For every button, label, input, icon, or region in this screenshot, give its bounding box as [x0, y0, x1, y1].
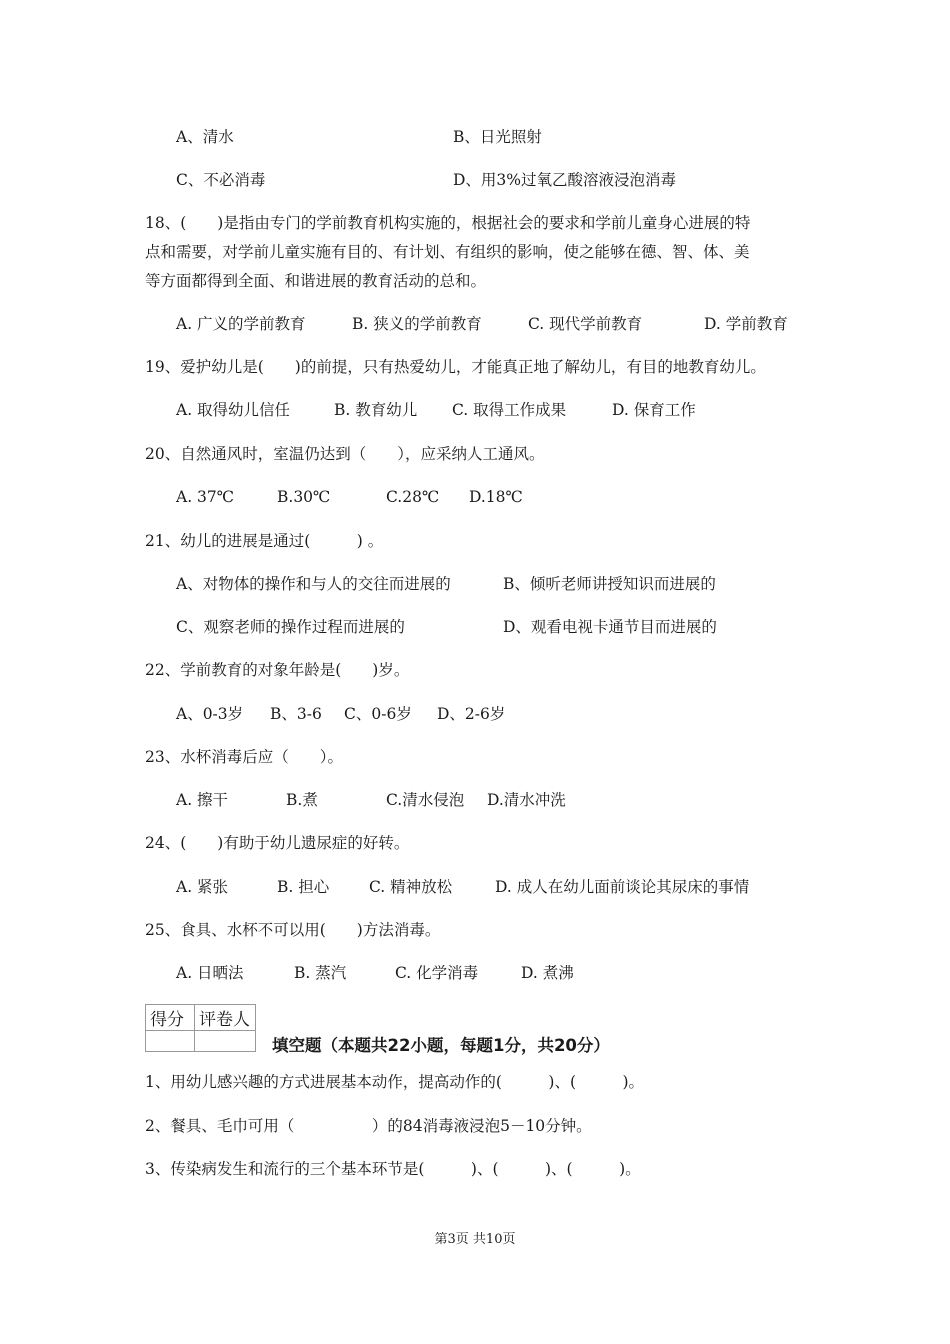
q21-option-d: D、观看电视卡通节目而进展的	[503, 618, 717, 636]
q18-option-d: D. 学前教育	[704, 315, 788, 333]
q25-option-d: D. 煮沸	[521, 964, 574, 982]
q19-option-a: A. 取得幼儿信任	[176, 401, 291, 419]
q22-option-d: D、2-6岁	[437, 705, 506, 723]
q24-option-d: D. 成人在幼儿面前谈论其尿床的事情	[495, 878, 750, 896]
q24-option-b: B. 担心	[277, 878, 330, 896]
q22-option-a: A、0-3岁	[176, 705, 244, 723]
q21-option-a: A、对物体的操作和与人的交往而进展的	[176, 575, 451, 593]
q23-option-b: B.煮	[286, 791, 318, 809]
q24-option-a: A. 紧张	[176, 878, 229, 896]
q17-option-a: A、清水	[176, 128, 234, 146]
q17-option-c: C、不必消毒	[176, 171, 266, 189]
q22-option-b: B、3-6	[270, 705, 322, 723]
q25-option-a: A. 日晒法	[176, 964, 244, 982]
q22-option-c: C、0-6岁	[344, 705, 412, 723]
q20-option-b: B.30℃	[277, 488, 331, 506]
q23-option-c: C.清水侵泡	[386, 791, 465, 809]
q23-text: 23、水杯消毒后应（ ）。	[145, 748, 343, 766]
q21-option-c: C、观察老师的操作过程而进展的	[176, 618, 405, 636]
q23-option-a: A. 擦干	[176, 791, 229, 809]
reviewer-cell[interactable]	[195, 1031, 256, 1052]
q25-text: 25、食具、水杯不可以用( )方法消毒。	[145, 921, 441, 939]
fill-question-1: 1、用幼儿感兴趣的方式进展基本动作，提高动作的( )、( )。	[145, 1073, 645, 1091]
q23-option-d: D.清水冲洗	[487, 791, 566, 809]
q20-text: 20、自然通风时，室温仍达到（ ），应采纳人工通风。	[145, 445, 545, 463]
q18-option-c: C. 现代学前教育	[528, 315, 643, 333]
fill-question-3: 3、传染病发生和流行的三个基本环节是( )、( )、( )。	[145, 1160, 641, 1178]
q22-text: 22、学前教育的对象年龄是( )岁。	[145, 661, 410, 679]
score-table	[145, 1004, 256, 1052]
q21-option-b: B、倾听老师讲授知识而进展的	[503, 575, 716, 593]
q25-option-c: C. 化学消毒	[395, 964, 479, 982]
q21-text: 21、幼儿的进展是通过( ) 。	[145, 532, 384, 550]
fill-question-2: 2、餐具、毛巾可用（ ）的84消毒液浸泡5－10分钟。	[145, 1117, 592, 1135]
q19-option-d: D. 保育工作	[612, 401, 696, 419]
q19-option-b: B. 教育幼儿	[334, 401, 418, 419]
q17-option-b: B、日光照射	[453, 128, 542, 146]
page-footer: 第3页 共10页	[434, 1232, 516, 1247]
q19-text: 19、爱护幼儿是( )的前提，只有热爱幼儿，才能真正地了解幼儿，有目的地教育幼儿。	[145, 358, 766, 376]
q18-option-a: A. 广义的学前教育	[176, 315, 306, 333]
q18-option-b: B. 狭义的学前教育	[352, 315, 482, 333]
q20-option-c: C.28℃	[386, 488, 440, 506]
score-cell[interactable]	[146, 1031, 195, 1052]
q19-option-c: C. 取得工作成果	[452, 401, 567, 419]
q18-text-line-1: 18、( )是指由专门的学前教育机构实施的，根据社会的要求和学前儿童身心进展的特	[145, 214, 751, 232]
q18-text-line-3: 等方面都得到全面、和谐进展的教育活动的总和。	[145, 272, 487, 290]
q25-option-b: B. 蒸汽	[294, 964, 347, 982]
q24-text: 24、( )有助于幼儿遗尿症的好转。	[145, 834, 410, 852]
score-label: 得分	[146, 1005, 195, 1031]
q24-option-c: C. 精神放松	[369, 878, 453, 896]
reviewer-label: 评卷人	[195, 1005, 256, 1031]
q17-option-d: D、用3%过氧乙酸溶液浸泡消毒	[453, 171, 677, 189]
q20-option-a: A. 37℃	[176, 488, 235, 506]
q20-option-d: D.18℃	[469, 488, 523, 506]
q18-text-line-2: 点和需要，对学前儿童实施有目的、有计划、有组织的影响，使之能够在德、智、体、美	[145, 243, 750, 261]
section-title: 填空题（本题共22小题，每题1分，共20分）	[272, 1036, 610, 1055]
